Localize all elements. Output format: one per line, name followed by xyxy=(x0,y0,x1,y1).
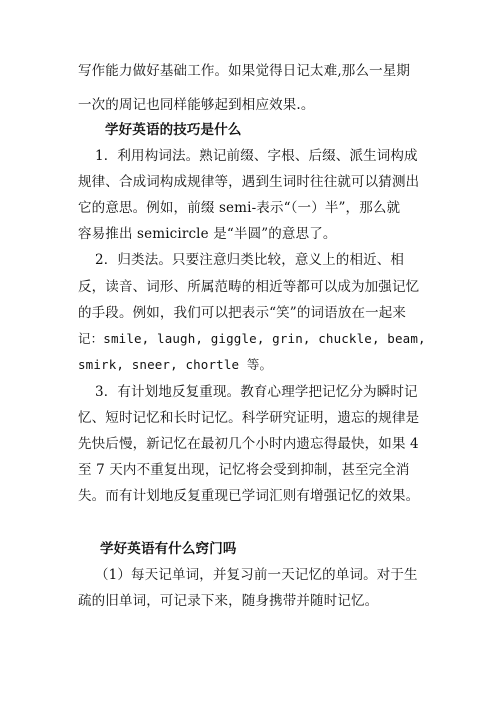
paragraph-line: 至 7 天内不重复出现，记忆将会受到抑制，甚至完全消 xyxy=(78,462,410,478)
intro-text-line: 写作能力做好基础工作。如果觉得日记太难,那么一星期 xyxy=(78,63,411,79)
paragraph-line: 2．归类法。只要注意归类比较，意义上的相近、相 xyxy=(95,252,405,268)
intro-text-line: 一次的周记也同样能够起到相应效果.。 xyxy=(78,97,315,113)
section-heading-tips: 学好英语有什么窍门吗 xyxy=(100,541,237,557)
paragraph-line: 容易推出 semicircle 是“半圆”的意思了。 xyxy=(78,226,337,242)
paragraph-line: smirk, sneer, chortle 等。 xyxy=(78,357,273,372)
paragraph-line: 1．利用构词法。熟记前缀、字根、后缀、派生词构成 xyxy=(95,148,418,164)
section-heading-techniques: 学好英语的技巧是什么 xyxy=(105,122,242,138)
paragraph-line: 记：smile, laugh, giggle, grin, chuckle, beam, xyxy=(78,331,426,346)
paragraph-line: 的手段。例如，我们可以把表示“笑”的词语放在一起来 xyxy=(78,305,407,321)
paragraph-line: 失。而有计划地反复重现已学词汇则有增强记忆的效果。 xyxy=(78,488,420,504)
paragraph-line: 疏的旧单词，可记录下来，随身携带并随时记忆。 xyxy=(78,593,379,609)
paragraph-line: 3．有计划地反复重现。教育心理学把记忆分为瞬时记 xyxy=(95,384,418,400)
paragraph-line: 规律、合成词构成规律等，遇到生词时往往就可以猜测出 xyxy=(78,174,420,190)
paragraph-line: 先快后慢，新记忆在最初几个小时内遗忘得最快，如果 4 xyxy=(78,436,419,452)
paragraph-line: 它的意思。例如，前缀 semi-表示“（一）半”，那么就 xyxy=(78,200,401,216)
paragraph-line: 忆、短时记忆和长时记忆。科学研究证明，遗忘的规律是 xyxy=(78,410,420,426)
paragraph-line: 反，读音、词形、所属范畴的相近等都可以成为加强记忆 xyxy=(78,279,420,295)
paragraph-line: （1）每天记单词，并复习前一天记忆的单词。对于生 xyxy=(95,567,418,583)
